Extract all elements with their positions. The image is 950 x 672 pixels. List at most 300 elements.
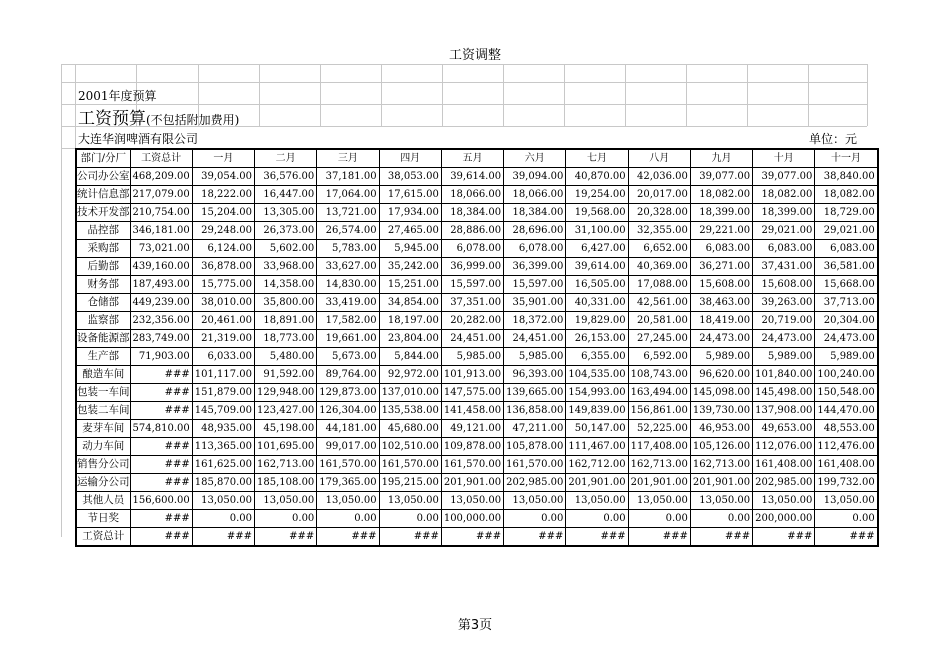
value-cell[interactable]: ### [566,528,628,547]
value-cell[interactable]: 112,076.00 [753,438,815,456]
value-cell[interactable]: 23,804.00 [379,330,441,348]
value-cell[interactable]: 13,050.00 [690,492,752,510]
value-cell[interactable]: 100,240.00 [815,366,878,384]
value-cell[interactable]: 35,800.00 [255,294,317,312]
value-cell[interactable]: 137,908.00 [753,402,815,420]
value-cell[interactable]: 0.00 [690,510,752,528]
value-cell[interactable]: ### [379,528,441,547]
value-cell[interactable]: 19,254.00 [566,186,628,204]
value-cell[interactable]: 28,886.00 [441,222,503,240]
value-cell[interactable]: ### [815,528,878,547]
value-cell[interactable]: ### [130,510,192,528]
value-cell[interactable]: 42,561.00 [628,294,690,312]
value-cell[interactable]: 20,282.00 [441,312,503,330]
value-cell[interactable]: 6,427.00 [566,240,628,258]
value-cell[interactable]: 15,204.00 [192,204,254,222]
value-cell[interactable]: 161,408.00 [815,456,878,474]
value-cell[interactable]: 162,712.00 [566,456,628,474]
column-header[interactable]: 八月 [628,149,690,168]
value-cell[interactable]: 161,570.00 [504,456,566,474]
value-cell[interactable]: 6,592.00 [628,348,690,366]
value-cell[interactable]: 5,985.00 [441,348,503,366]
value-cell[interactable]: 92,972.00 [379,366,441,384]
value-cell[interactable]: 36,576.00 [255,168,317,186]
value-cell[interactable]: 161,625.00 [192,456,254,474]
value-cell[interactable]: 27,245.00 [628,330,690,348]
value-cell[interactable]: 42,036.00 [628,168,690,186]
value-cell[interactable]: 26,153.00 [566,330,628,348]
value-cell[interactable]: 145,709.00 [192,402,254,420]
value-cell[interactable]: 45,198.00 [255,420,317,438]
value-cell[interactable]: ### [192,528,254,547]
department-cell[interactable]: 统计信息部 [76,186,130,204]
value-cell[interactable]: 18,082.00 [815,186,878,204]
value-cell[interactable]: 28,696.00 [504,222,566,240]
value-cell[interactable]: 13,050.00 [566,492,628,510]
value-cell[interactable]: 162,713.00 [690,456,752,474]
value-cell[interactable]: 13,050.00 [504,492,566,510]
value-cell[interactable]: ### [628,528,690,547]
value-cell[interactable]: 154,993.00 [566,384,628,402]
value-cell[interactable]: 15,597.00 [441,276,503,294]
value-cell[interactable]: 27,465.00 [379,222,441,240]
value-cell[interactable]: 13,050.00 [815,492,878,510]
value-cell[interactable]: 137,010.00 [379,384,441,402]
value-cell[interactable]: 113,365.00 [192,438,254,456]
value-cell[interactable]: 162,713.00 [628,456,690,474]
grid-line [259,64,260,126]
value-cell[interactable]: 96,393.00 [504,366,566,384]
value-cell[interactable]: 19,661.00 [317,330,379,348]
value-cell[interactable]: 187,493.00 [130,276,192,294]
value-cell[interactable]: 18,399.00 [753,204,815,222]
value-cell[interactable]: 185,870.00 [192,474,254,492]
value-cell[interactable]: 35,901.00 [504,294,566,312]
department-cell[interactable]: 麦芽车间 [76,420,130,438]
value-cell[interactable]: ### [317,528,379,547]
column-header[interactable]: 五月 [441,149,503,168]
value-cell[interactable]: 100,000.00 [441,510,503,528]
department-cell[interactable]: 其他人员 [76,492,130,510]
value-cell[interactable]: 21,319.00 [192,330,254,348]
value-cell[interactable]: 210,754.00 [130,204,192,222]
column-header[interactable]: 七月 [566,149,628,168]
value-cell[interactable]: 19,568.00 [566,204,628,222]
value-cell[interactable]: 49,653.00 [753,420,815,438]
value-cell[interactable]: 6,033.00 [192,348,254,366]
value-cell[interactable]: ### [130,438,192,456]
value-cell[interactable]: 163,494.00 [628,384,690,402]
value-cell[interactable]: 13,050.00 [255,492,317,510]
value-cell[interactable]: 26,373.00 [255,222,317,240]
value-cell[interactable]: 5,602.00 [255,240,317,258]
value-cell[interactable]: 31,100.00 [566,222,628,240]
department-cell[interactable]: 生产部 [76,348,130,366]
value-cell[interactable]: 13,305.00 [255,204,317,222]
value-cell[interactable]: 29,248.00 [192,222,254,240]
column-header[interactable]: 一月 [192,149,254,168]
value-cell[interactable]: ### [441,528,503,547]
value-cell[interactable]: 117,408.00 [628,438,690,456]
value-cell[interactable]: 217,079.00 [130,186,192,204]
value-cell[interactable]: 200,000.00 [753,510,815,528]
value-cell[interactable]: 5,844.00 [379,348,441,366]
value-cell[interactable]: 33,627.00 [317,258,379,276]
value-cell[interactable]: 39,614.00 [566,258,628,276]
value-cell[interactable]: 105,878.00 [504,438,566,456]
value-cell[interactable]: 20,017.00 [628,186,690,204]
value-cell[interactable]: 13,050.00 [379,492,441,510]
value-cell[interactable]: ### [130,384,192,402]
value-cell[interactable]: 19,829.00 [566,312,628,330]
value-cell[interactable]: 156,861.00 [628,402,690,420]
value-cell[interactable]: 33,419.00 [317,294,379,312]
value-cell[interactable]: 18,222.00 [192,186,254,204]
value-cell[interactable]: 39,094.00 [504,168,566,186]
department-cell[interactable]: 后勤部 [76,258,130,276]
value-cell[interactable]: 17,064.00 [317,186,379,204]
value-cell[interactable]: 24,451.00 [504,330,566,348]
value-cell[interactable]: 6,078.00 [504,240,566,258]
value-cell[interactable]: 202,985.00 [753,474,815,492]
column-header[interactable]: 部门/分厂 [76,149,130,168]
value-cell[interactable]: 29,021.00 [753,222,815,240]
value-cell[interactable]: 101,117.00 [192,366,254,384]
department-cell[interactable]: 运输分公司 [76,474,130,492]
value-cell[interactable]: 52,225.00 [628,420,690,438]
value-cell[interactable]: 202,985.00 [504,474,566,492]
value-cell[interactable]: 15,608.00 [753,276,815,294]
value-cell[interactable]: 13,050.00 [192,492,254,510]
value-cell[interactable]: 123,427.00 [255,402,317,420]
value-cell[interactable]: 201,901.00 [566,474,628,492]
value-cell[interactable]: 6,083.00 [753,240,815,258]
department-cell[interactable]: 监察部 [76,312,130,330]
value-cell[interactable]: 6,078.00 [441,240,503,258]
value-cell[interactable]: 13,050.00 [317,492,379,510]
department-cell[interactable]: 品控部 [76,222,130,240]
value-cell[interactable]: 24,451.00 [441,330,503,348]
value-cell[interactable]: 141,458.00 [441,402,503,420]
value-cell[interactable]: 24,473.00 [690,330,752,348]
value-cell[interactable]: 150,548.00 [815,384,878,402]
value-cell[interactable]: 18,197.00 [379,312,441,330]
value-cell[interactable]: 5,945.00 [379,240,441,258]
value-cell[interactable]: 36,271.00 [690,258,752,276]
value-cell[interactable]: 36,581.00 [815,258,878,276]
value-cell[interactable]: 199,732.00 [815,474,878,492]
value-cell[interactable]: 14,358.00 [255,276,317,294]
value-cell[interactable]: 439,160.00 [130,258,192,276]
value-cell[interactable]: 161,408.00 [753,456,815,474]
value-cell[interactable]: 18,372.00 [504,312,566,330]
value-cell[interactable]: 20,461.00 [192,312,254,330]
value-cell[interactable]: 49,121.00 [441,420,503,438]
value-cell[interactable]: 151,879.00 [192,384,254,402]
value-cell[interactable]: 24,473.00 [815,330,878,348]
value-cell[interactable]: 50,147.00 [566,420,628,438]
value-cell[interactable]: 201,901.00 [628,474,690,492]
value-cell[interactable]: 111,467.00 [566,438,628,456]
table-row [76,312,878,330]
value-cell[interactable]: ### [130,402,192,420]
value-cell[interactable]: 6,083.00 [690,240,752,258]
value-cell[interactable]: 161,570.00 [441,456,503,474]
value-cell[interactable]: 47,211.00 [504,420,566,438]
value-cell[interactable]: 17,088.00 [628,276,690,294]
value-cell[interactable]: 38,010.00 [192,294,254,312]
value-cell[interactable]: 112,476.00 [815,438,878,456]
value-cell[interactable]: 0.00 [255,510,317,528]
department-cell[interactable]: 公司办公室 [76,168,130,186]
value-cell[interactable]: 0.00 [628,510,690,528]
department-cell[interactable]: 工资总计 [76,528,130,547]
table-row [76,330,878,348]
value-cell[interactable]: 37,431.00 [753,258,815,276]
value-cell[interactable]: 48,553.00 [815,420,878,438]
value-cell[interactable]: 35,242.00 [379,258,441,276]
value-cell[interactable]: 39,614.00 [441,168,503,186]
department-cell[interactable]: 包装二车间 [76,402,130,420]
value-cell[interactable]: 145,498.00 [753,384,815,402]
value-cell[interactable]: 99,017.00 [317,438,379,456]
value-cell[interactable]: 5,989.00 [753,348,815,366]
value-cell[interactable]: 34,854.00 [379,294,441,312]
value-cell[interactable]: 0.00 [192,510,254,528]
value-cell[interactable]: 6,355.00 [566,348,628,366]
value-cell[interactable]: 6,083.00 [815,240,878,258]
value-cell[interactable]: 48,935.00 [192,420,254,438]
value-cell[interactable]: 0.00 [566,510,628,528]
value-cell[interactable]: 147,575.00 [441,384,503,402]
value-cell[interactable]: 16,447.00 [255,186,317,204]
value-cell[interactable]: ### [130,456,192,474]
value-cell[interactable]: ### [130,528,192,547]
value-cell[interactable]: 13,050.00 [628,492,690,510]
value-cell[interactable]: 38,053.00 [379,168,441,186]
value-cell[interactable]: 5,989.00 [690,348,752,366]
value-cell[interactable]: 195,215.00 [379,474,441,492]
value-cell[interactable]: 161,570.00 [379,456,441,474]
value-cell[interactable]: 5,989.00 [815,348,878,366]
value-cell[interactable]: 129,948.00 [255,384,317,402]
value-cell[interactable]: 40,870.00 [566,168,628,186]
value-cell[interactable]: ### [753,528,815,547]
value-cell[interactable]: 13,050.00 [441,492,503,510]
value-cell[interactable]: 0.00 [815,510,878,528]
value-cell[interactable]: 46,953.00 [690,420,752,438]
value-cell[interactable]: ### [690,528,752,547]
column-header[interactable]: 十一月 [815,149,878,168]
value-cell[interactable]: 149,839.00 [566,402,628,420]
value-cell[interactable]: 449,239.00 [130,294,192,312]
value-cell[interactable]: ### [255,528,317,547]
value-cell[interactable]: 185,108.00 [255,474,317,492]
value-cell[interactable]: 13,050.00 [753,492,815,510]
value-cell[interactable]: ### [130,366,192,384]
value-cell[interactable]: 91,592.00 [255,366,317,384]
value-cell[interactable]: 37,181.00 [317,168,379,186]
value-cell[interactable]: 45,680.00 [379,420,441,438]
value-cell[interactable]: 135,538.00 [379,402,441,420]
table-row [76,384,878,402]
table-row [76,222,878,240]
table-row [76,276,878,294]
table-row [76,204,878,222]
table-row [76,240,878,258]
department-cell[interactable]: 销售分公司 [76,456,130,474]
value-cell[interactable]: 44,181.00 [317,420,379,438]
value-cell[interactable]: 126,304.00 [317,402,379,420]
department-cell[interactable]: 采购部 [76,240,130,258]
value-cell[interactable]: 18,384.00 [504,204,566,222]
grid-line [867,64,868,126]
department-cell[interactable]: 仓储部 [76,294,130,312]
value-cell[interactable]: 179,365.00 [317,474,379,492]
value-cell[interactable]: 18,399.00 [690,204,752,222]
department-cell[interactable]: 设备能源部 [76,330,130,348]
value-cell[interactable]: 109,878.00 [441,438,503,456]
value-cell[interactable]: 15,775.00 [192,276,254,294]
value-cell[interactable]: 36,999.00 [441,258,503,276]
value-cell[interactable]: 20,719.00 [753,312,815,330]
value-cell[interactable]: ### [504,528,566,547]
value-cell[interactable]: 108,743.00 [628,366,690,384]
value-cell[interactable]: 71,903.00 [130,348,192,366]
value-cell[interactable]: 0.00 [379,510,441,528]
value-cell[interactable]: 73,021.00 [130,240,192,258]
value-cell[interactable]: 29,021.00 [815,222,878,240]
value-cell[interactable]: 201,901.00 [441,474,503,492]
value-cell[interactable]: 38,463.00 [690,294,752,312]
department-cell[interactable]: 动力车间 [76,438,130,456]
value-cell[interactable]: 39,077.00 [690,168,752,186]
value-cell[interactable]: 129,873.00 [317,384,379,402]
value-cell[interactable]: 5,985.00 [504,348,566,366]
value-cell[interactable]: 20,328.00 [628,204,690,222]
value-cell[interactable]: 283,749.00 [130,330,192,348]
value-cell[interactable]: 5,673.00 [317,348,379,366]
value-cell[interactable]: 18,066.00 [441,186,503,204]
value-cell[interactable]: 15,608.00 [690,276,752,294]
value-cell[interactable]: 37,351.00 [441,294,503,312]
value-cell[interactable]: 38,840.00 [815,168,878,186]
department-cell[interactable]: 酿造车间 [76,366,130,384]
value-cell[interactable]: 18,773.00 [255,330,317,348]
value-cell[interactable]: 161,570.00 [317,456,379,474]
column-header[interactable]: 十月 [753,149,815,168]
value-cell[interactable]: 17,934.00 [379,204,441,222]
column-header[interactable]: 六月 [504,149,566,168]
value-cell[interactable]: 101,695.00 [255,438,317,456]
value-cell[interactable]: 33,968.00 [255,258,317,276]
table-row [76,438,878,456]
grid-line [381,64,382,126]
value-cell[interactable]: 18,384.00 [441,204,503,222]
value-cell[interactable]: 17,582.00 [317,312,379,330]
value-cell[interactable]: 156,600.00 [130,492,192,510]
value-cell[interactable]: 6,652.00 [628,240,690,258]
value-cell[interactable]: 18,891.00 [255,312,317,330]
value-cell[interactable]: 232,356.00 [130,312,192,330]
value-cell[interactable]: 14,830.00 [317,276,379,294]
value-cell[interactable]: 18,729.00 [815,204,878,222]
value-cell[interactable]: 89,764.00 [317,366,379,384]
value-cell[interactable]: 37,713.00 [815,294,878,312]
value-cell[interactable]: 36,399.00 [504,258,566,276]
value-cell[interactable]: 40,331.00 [566,294,628,312]
value-cell[interactable]: 144,470.00 [815,402,878,420]
column-header[interactable]: 九月 [690,149,752,168]
value-cell[interactable]: 162,713.00 [255,456,317,474]
department-cell[interactable]: 财务部 [76,276,130,294]
value-cell[interactable]: 32,355.00 [628,222,690,240]
value-cell[interactable]: 104,535.00 [566,366,628,384]
grid-line [320,64,321,126]
value-cell[interactable]: 20,581.00 [628,312,690,330]
department-cell[interactable]: 包装一车间 [76,384,130,402]
value-cell[interactable]: 17,615.00 [379,186,441,204]
value-cell[interactable]: 5,480.00 [255,348,317,366]
value-cell[interactable]: 26,574.00 [317,222,379,240]
value-cell[interactable]: 0.00 [504,510,566,528]
value-cell[interactable]: 101,913.00 [441,366,503,384]
department-cell[interactable]: 技术开发部 [76,204,130,222]
value-cell[interactable]: 201,901.00 [690,474,752,492]
value-cell[interactable]: 39,054.00 [192,168,254,186]
value-cell[interactable]: 145,098.00 [690,384,752,402]
value-cell[interactable]: 136,858.00 [504,402,566,420]
value-cell[interactable]: 574,810.00 [130,420,192,438]
value-cell[interactable]: 39,263.00 [753,294,815,312]
value-cell[interactable]: 24,473.00 [753,330,815,348]
department-cell[interactable]: 节日奖 [76,510,130,528]
value-cell[interactable]: 15,251.00 [379,276,441,294]
value-cell[interactable]: 346,181.00 [130,222,192,240]
value-cell[interactable]: 20,304.00 [815,312,878,330]
value-cell[interactable]: 139,730.00 [690,402,752,420]
table-row [76,492,878,510]
value-cell[interactable]: 13,721.00 [317,204,379,222]
value-cell[interactable]: ### [130,474,192,492]
column-header[interactable]: 工资总计 [130,149,192,168]
value-cell[interactable]: 0.00 [317,510,379,528]
value-cell[interactable]: 29,221.00 [690,222,752,240]
value-cell[interactable]: 102,510.00 [379,438,441,456]
value-cell[interactable]: 18,082.00 [753,186,815,204]
value-cell[interactable]: 15,597.00 [504,276,566,294]
value-cell[interactable]: 18,082.00 [690,186,752,204]
salary-table [75,148,879,547]
column-header[interactable]: 二月 [255,149,317,168]
column-header[interactable]: 四月 [379,149,441,168]
value-cell[interactable]: 39,077.00 [753,168,815,186]
value-cell[interactable]: 105,126.00 [690,438,752,456]
value-cell[interactable]: 101,840.00 [753,366,815,384]
value-cell[interactable]: 40,369.00 [628,258,690,276]
value-cell[interactable]: 16,505.00 [566,276,628,294]
value-cell[interactable]: 18,066.00 [504,186,566,204]
value-cell[interactable]: 6,124.00 [192,240,254,258]
value-cell[interactable]: 96,620.00 [690,366,752,384]
value-cell[interactable]: 18,419.00 [690,312,752,330]
value-cell[interactable]: 15,668.00 [815,276,878,294]
value-cell[interactable]: 139,665.00 [504,384,566,402]
value-cell[interactable]: 36,878.00 [192,258,254,276]
value-cell[interactable]: 468,209.00 [130,168,192,186]
column-header[interactable]: 三月 [317,149,379,168]
value-cell[interactable]: 5,783.00 [317,240,379,258]
